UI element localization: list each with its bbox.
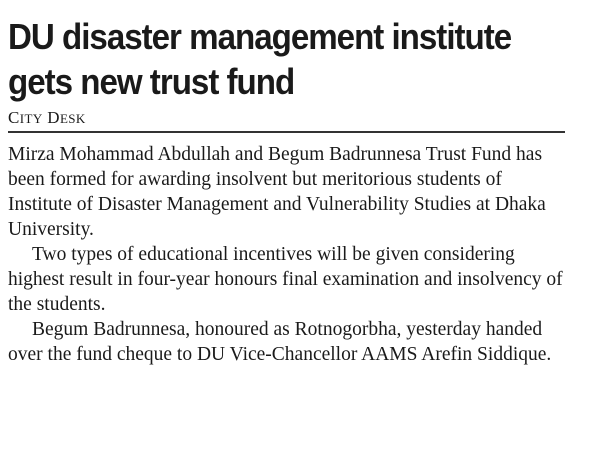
paragraph-3: Begum Badrunnesa, honoured as Rotnogorbha, yesterday handed over the fund cheque to DU Vice-Chancellor AAMS Arefin Siddique. — [8, 319, 552, 365]
article-body — [8, 142, 568, 367]
byline — [8, 108, 565, 133]
byline-rest-1: ITY — [19, 111, 43, 126]
headline-line-1: DU disaster management institute — [8, 16, 512, 57]
paragraph-1: Mirza Mohammad Abdullah and Begum Badrunnesa Trust Fund has been formed for awarding insolvent but meritorious students of Institute of Disaster Management and Vulnerability Studies at Dhaka University. — [8, 144, 546, 240]
byline-initial-2: D — [47, 108, 60, 127]
byline-rest-2: ESK — [59, 111, 86, 126]
headline — [8, 14, 528, 104]
byline-initial-1: C — [8, 108, 20, 127]
headline-line-2: gets new trust fund — [8, 61, 295, 102]
paragraph-2: Two types of educational incentives will be given considering highest result in four-year honours final examination and insolvency of the students. — [8, 244, 563, 315]
